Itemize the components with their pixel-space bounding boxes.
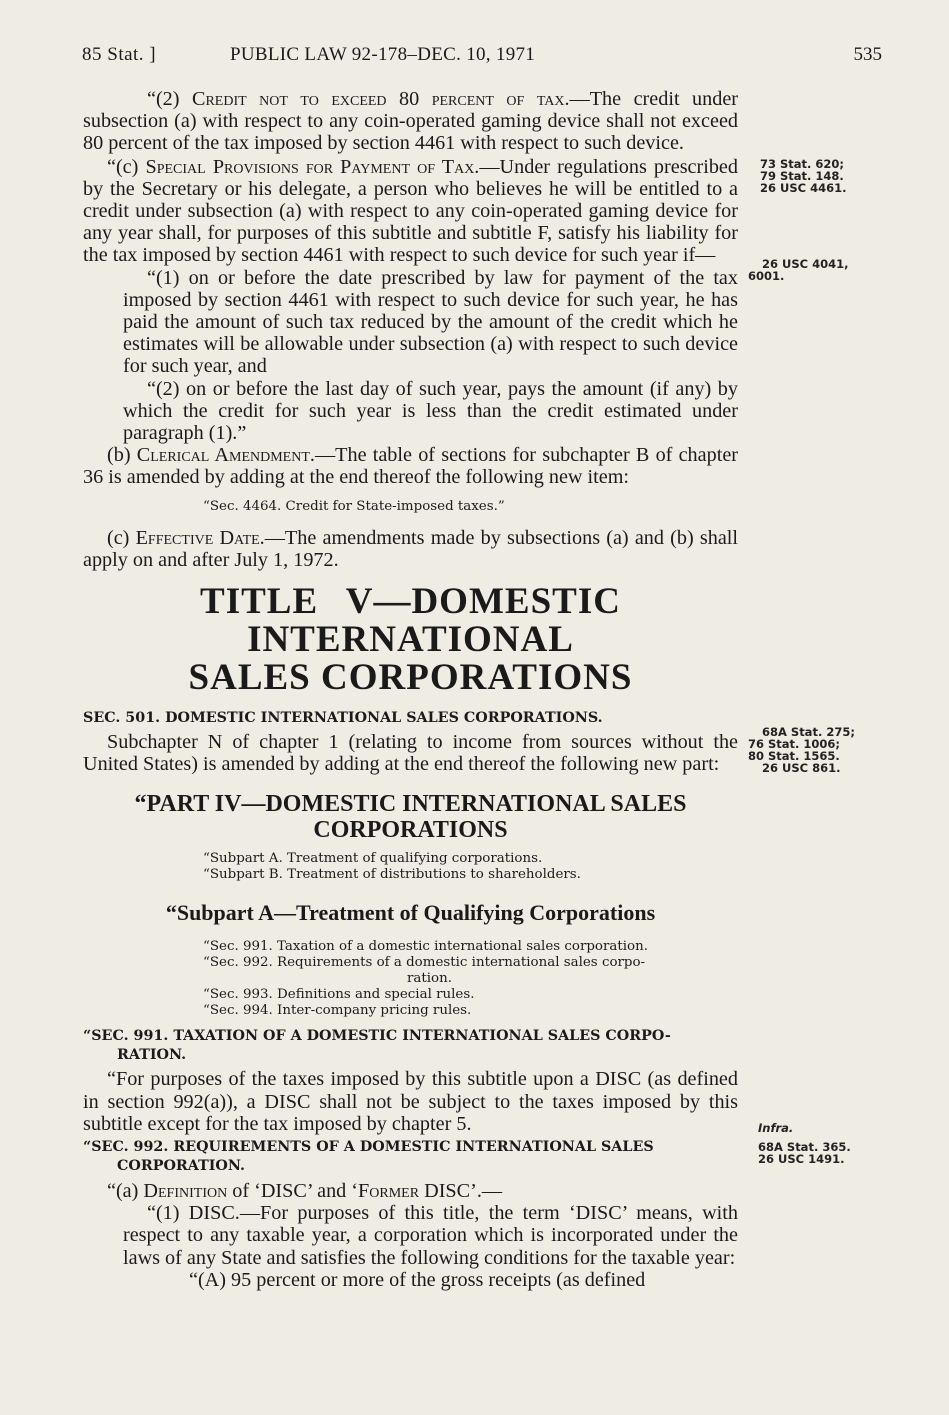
toc-item: “Subpart A. Treatment of qualifying corporations. (203, 851, 543, 867)
paragraph-credit-limit (83, 88, 738, 155)
para-text: —Under regulations prescribed by the Secretary or his delegate, a person who believes he will be entitled to a credit under subsection (a) with respect to any coin-operated gaming device for any year shall, for purposes of this subtitle and subtitle F, satisfy his liability for the tax imposed by section 4461 with respect to such device for such year if— (83, 155, 738, 267)
margin-note-line: 26 USC 4461. (760, 181, 847, 195)
title-heading (83, 583, 738, 697)
paragraph-item-1: “(1) on or before the date prescribed by law for payment of the tax imposed by section 4461 with respect to such device for such year, he has paid the amount of such tax reduced by the amount of the credit which he estimates will be allowable under subsection (a) with respect to such device for such year, and (123, 266, 738, 378)
toc-item: “Sec. 993. Definitions and special rules. (203, 987, 475, 1003)
margin-note-4041 (748, 258, 848, 282)
header-stat-ref: 85 Stat. ] (82, 44, 157, 65)
para-lead: “(2) (147, 88, 192, 110)
title-line-1: TITLE V—DOMESTIC INTERNATIONAL (200, 581, 621, 661)
para-heading: Effective Date. (135, 526, 265, 549)
para-heading: Definition (143, 1180, 228, 1203)
paragraph-special-provisions (83, 156, 738, 267)
margin-note-line: 26 USC 1491. (758, 1152, 845, 1166)
margin-note-line: 76 Stat. 1006; (748, 737, 841, 751)
toc-subparts (83, 851, 738, 883)
para-lead: “(c) (107, 155, 146, 178)
para-heading: Clerical Amendment. (136, 444, 315, 467)
margin-note-line: 68A Stat. 275; (762, 725, 855, 739)
subpart-a-heading: “Subpart A—Treatment of Qualifying Corporations (165, 900, 656, 926)
paragraph-gross-receipts: “(A) 95 percent or more of the gross receipts (as defined (189, 1268, 646, 1291)
toc-item: “Sec. 992. Requirements of a domestic international sales corpo- (203, 955, 646, 971)
para-lead: “(a) (107, 1180, 144, 1203)
paragraph-effective-date (83, 527, 738, 571)
para-text: DISC’.— (419, 1180, 503, 1203)
margin-note-line: 79 Stat. 148. (760, 169, 844, 183)
margin-note-line: 26 USC 861. (762, 761, 841, 775)
page-number: 535 (853, 44, 882, 65)
toc-item: “Sec. 994. Inter-company pricing rules. (203, 1003, 472, 1019)
page-body (83, 88, 738, 1291)
toc-item: “Subpart B. Treatment of distributions to shareholders. (203, 867, 581, 883)
margin-note-line: Infra. (758, 1121, 794, 1135)
para-text: —The table of sections for subchapter B of chapter 36 is amended by adding at the end thereof the following new item: (83, 444, 738, 489)
section-992-heading: “SEC. 992. REQUIREMENTS OF A DOMESTIC INTERNATIONAL SALES CORPORATION. (83, 1139, 654, 1175)
toc-item: ration. (407, 971, 452, 987)
para-heading: Credit not to exceed 80 percent of tax. (192, 88, 570, 110)
paragraph-disc-definition: “(1) DISC.—For purposes of this title, the term ‘DISC’ means, with respect to any taxable year, a corporation which is incorporated under the laws of any State and satisfies the following conditions for the taxable year: (123, 1202, 738, 1269)
para-text: —The amendments made by subsections (a) and (b) shall apply on and after July 1, 1972. (83, 526, 738, 571)
paragraph-disc-tax: “For purposes of the taxes imposed by this subtitle upon a DISC (as defined in section 992(a)), a DISC shall not be subject to the taxes imposed by this subtitle except for the tax imposed by chapter 5. (83, 1068, 738, 1135)
para-heading: Special Provisions for Payment of Tax. (145, 155, 480, 178)
part-line-2: CORPORATIONS (313, 817, 508, 844)
para-lead: (c) (107, 526, 136, 549)
para-heading: Former (358, 1180, 420, 1203)
margin-note-4461 (760, 158, 846, 194)
para-text: of ‘DISC’ and ‘ (227, 1180, 359, 1203)
margin-note-infra (758, 1122, 793, 1134)
toc-item: “Sec. 4464. Credit for State-imposed taxes.” (203, 498, 505, 514)
para-lead: (b) (107, 444, 137, 467)
margin-note-line: 80 Stat. 1565. (748, 749, 840, 763)
paragraph-clerical-amendment (83, 444, 738, 488)
header-title: PUBLIC LAW 92-178–DEC. 10, 1971 (230, 44, 536, 65)
running-header (82, 44, 882, 74)
toc-sec-4464 (83, 499, 738, 515)
paragraph-item-2: “(2) on or before the last day of such year, pays the amount (if any) by which the credit for such year is less than the credit estimated under paragraph (1).” (123, 377, 738, 445)
margin-note-line: 73 Stat. 620; (760, 157, 845, 171)
toc-item: “Sec. 991. Taxation of a domestic international sales corporation. (203, 939, 648, 955)
title-line-2: SALES CORPORATIONS (188, 657, 633, 699)
margin-note-line: 26 USC 4041, (762, 257, 849, 271)
section-501-heading: SEC. 501. DOMESTIC INTERNATIONAL SALES CORPORATIONS. (83, 710, 603, 727)
part-heading (83, 791, 738, 843)
part-line-1: “PART IV—DOMESTIC INTERNATIONAL SALES (134, 791, 687, 818)
para-text: —The credit under subsection (a) with respect to any coin-operated gaming device shall not exceed 80 percent of the tax imposed by section 4461 with respect to such device. (83, 88, 739, 155)
toc-sections (83, 939, 738, 1019)
margin-note-861 (748, 726, 855, 774)
margin-note-line: 6001. (748, 269, 785, 283)
margin-note-1491 (758, 1141, 851, 1165)
section-991-heading: “SEC. 991. TAXATION OF A DOMESTIC INTERNATIONAL SALES CORPO-RATION. (83, 1028, 671, 1064)
margin-note-line: 68A Stat. 365. (758, 1140, 851, 1154)
paragraph-subchapter-n: Subchapter N of chapter 1 (relating to income from sources without the United States) is amended by adding at the end thereof the following new part: (83, 731, 738, 776)
paragraph-definition (83, 1180, 738, 1202)
